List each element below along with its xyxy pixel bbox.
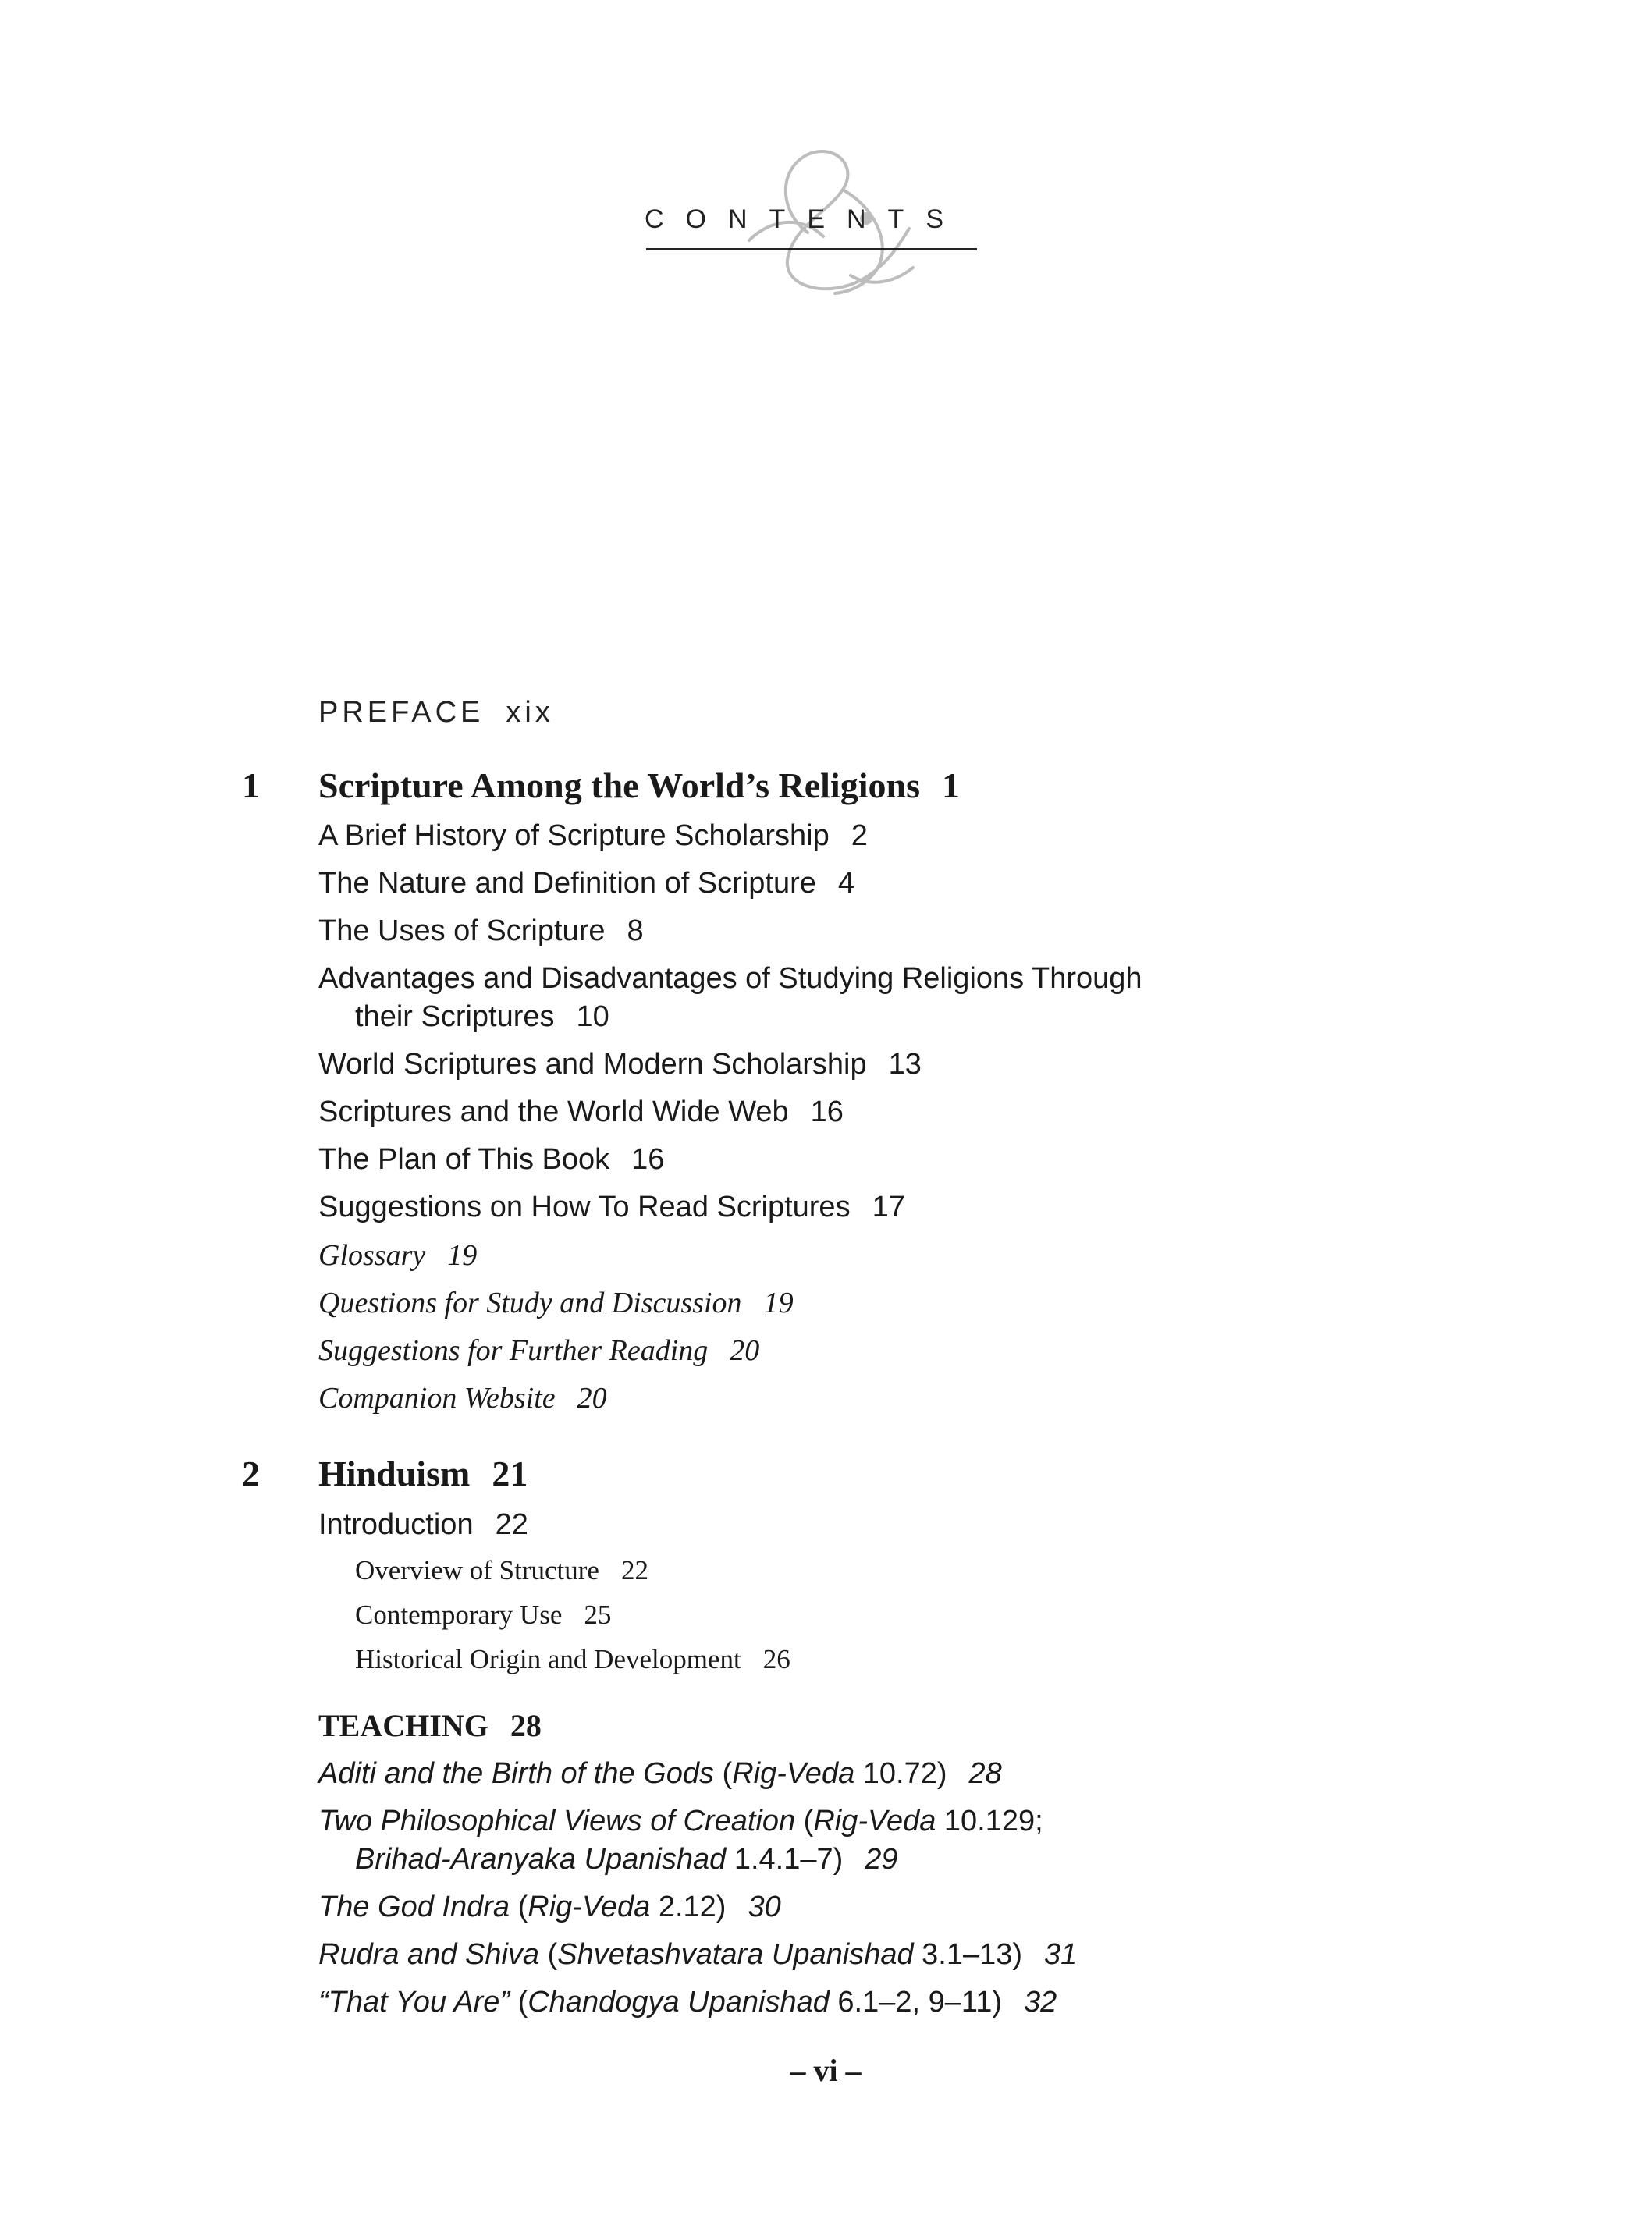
reading-title: Aditi and the Birth of the Gods [318,1757,714,1790]
reading-page: 30 [748,1891,781,1923]
preface-label: PREFACE [318,696,485,729]
toc-extra[interactable] [318,1333,759,1368]
preface-page: xix [506,696,554,729]
section-page: 8 [627,914,644,947]
section-page: 22 [495,1508,528,1541]
reading-source: Rig-Veda [813,1805,936,1838]
subsection-title: Contemporary Use [355,1600,563,1630]
section-title: A Brief History of Scripture Scholarship [318,819,830,852]
section-title: Advantages and Disadvantages of Studying Religions Through [318,962,1142,995]
section-title: World Scriptures and Modern Scholarship [318,1048,867,1081]
chapter-number: 1 [242,765,260,805]
subsection-page: 22 [620,1555,648,1585]
reading-page: 32 [1024,1986,1057,2019]
toc-preface[interactable] [318,696,554,730]
toc-reading[interactable] [318,1891,781,1924]
reading-ref: 2.12) [650,1891,727,1923]
toc-section[interactable] [318,914,644,948]
reading-ref: 3.1–13) [913,1938,1023,1971]
toc-subsection[interactable] [355,1644,790,1675]
extra-title: Glossary [318,1239,426,1272]
reading-title: The God Indra [318,1891,510,1923]
section-title: Scriptures and the World Wide Web [318,1095,789,1128]
toc-reading[interactable] [318,1757,1002,1791]
reading-source: Rig-Veda [528,1891,651,1923]
section-title: The Uses of Scripture [318,914,606,947]
reading-paren: ( [510,1986,528,2019]
extra-title: Suggestions for Further Reading [318,1334,709,1367]
reading-ref: 1.4.1–7) [726,1843,844,1876]
contents-heading: CONTENTS [645,204,965,234]
toc-reading[interactable] [318,1805,1043,1838]
reading-title: “That You Are” [318,1986,510,2019]
heading-underline [646,248,977,250]
toc-section[interactable] [318,819,868,853]
reading-paren: ( [539,1938,558,1971]
toc-section[interactable] [318,1191,905,1224]
reading-paren: ( [713,1757,733,1790]
reading-paren: ( [510,1891,528,1923]
reading-title: Two Philosophical Views of Creation [318,1805,796,1838]
reading-paren: ( [795,1805,814,1838]
toc-reading[interactable] [318,1938,1077,1972]
reading-ref: 6.1–2, 9–11) [829,1986,1002,2019]
reading-ref: 10.72) [854,1757,947,1790]
section-page: 16 [810,1095,844,1128]
reading-page: 28 [968,1757,1002,1790]
chapter-number: 2 [242,1454,260,1493]
extra-page: 20 [577,1382,607,1415]
subsection-page: 25 [584,1600,612,1630]
toc-section[interactable] [318,962,1142,996]
reading-ref: 10.129; [936,1805,1043,1838]
section-title: The Plan of This Book [318,1143,610,1176]
toc-section-continued[interactable] [355,1000,609,1034]
toc-part-teaching[interactable] [318,1707,542,1744]
toc-section[interactable] [318,1048,922,1081]
section-page: 4 [837,867,855,900]
subsection-title: Overview of Structure [355,1555,599,1585]
subsection-page: 26 [762,1644,790,1674]
toc-section[interactable] [318,867,854,900]
extra-title: Companion Website [318,1382,556,1415]
subsection-title: Historical Origin and Development [355,1644,741,1674]
section-page: 17 [872,1191,905,1223]
chapter-page: 1 [941,765,960,805]
section-title: Suggestions on How To Read Scriptures [318,1191,851,1223]
toc-subsection[interactable] [355,1555,648,1586]
extra-page: 19 [763,1287,794,1319]
toc-subsection[interactable] [355,1600,611,1631]
toc-section[interactable] [318,1095,844,1129]
toc-extra[interactable] [318,1381,607,1415]
chapter-page: 21 [492,1454,528,1493]
reading-source: Rig-Veda [732,1757,855,1790]
toc-chapter-1[interactable] [318,765,960,806]
toc-extra[interactable] [318,1286,794,1320]
toc-chapter-2[interactable] [318,1453,528,1494]
page-number: – vi – [790,2053,862,2088]
part-page: 28 [510,1708,542,1743]
toc-reading-continued[interactable] [355,1843,898,1877]
reading-page: 31 [1044,1938,1078,1971]
extra-page: 19 [447,1239,478,1272]
toc-section[interactable] [318,1508,528,1542]
reading-title: Rudra and Shiva [318,1938,540,1971]
toc-section[interactable] [318,1143,664,1177]
reading-page: 29 [865,1843,898,1876]
section-page: 10 [576,1000,609,1033]
section-page: 16 [631,1143,665,1176]
chapter-title: Hinduism [318,1454,471,1493]
reading-source: Brihad-Aranyaka Upanishad [355,1843,727,1876]
chapter-title: Scripture Among the World’s Religions [318,765,920,805]
part-title: TEACHING [318,1708,488,1743]
reading-source: Chandogya Upanishad [528,1986,830,2019]
section-page: 13 [888,1048,922,1081]
section-title: Introduction [318,1508,474,1541]
section-page: 2 [851,819,868,852]
extra-title: Questions for Study and Discussion [318,1287,742,1319]
reading-source: Shvetashvatara Upanishad [557,1938,914,1971]
section-title: The Nature and Definition of Scripture [318,867,816,900]
extra-page: 20 [730,1334,760,1367]
toc-reading[interactable] [318,1986,1057,2019]
toc-extra[interactable] [318,1238,477,1273]
section-title-continued: their Scriptures [355,1000,555,1033]
